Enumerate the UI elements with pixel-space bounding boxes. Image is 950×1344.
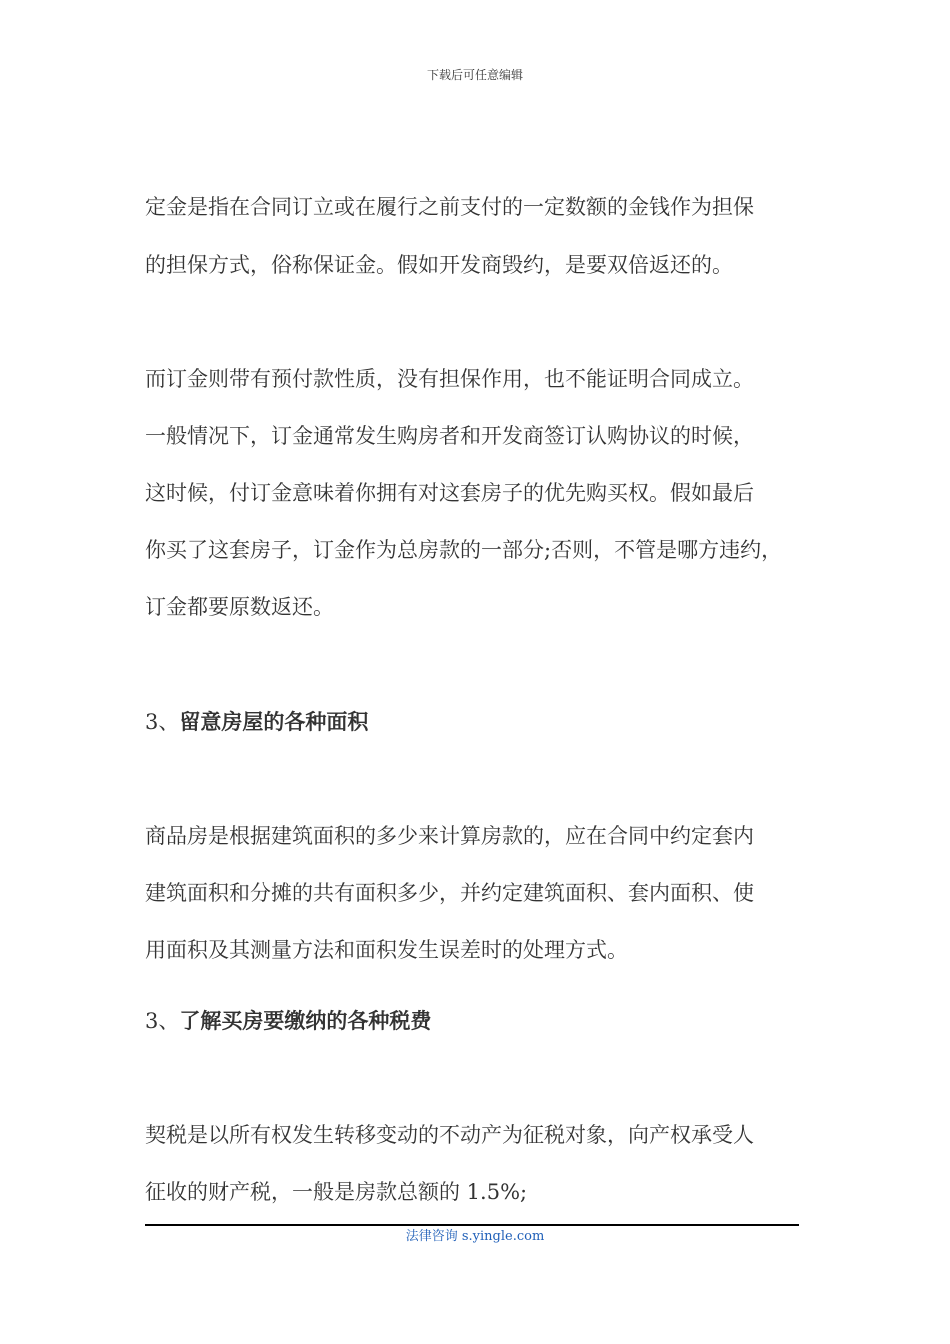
paragraph-1-line-2: 的担保方式，俗称保证金。假如开发商毁约，是要双倍返还的。 [145,253,733,277]
section-heading-title: 了解买房要缴纳的各种税费 [179,1008,432,1033]
section-heading-taxes [145,1007,431,1035]
paragraph-2-line-2: 一般情况下，订金通常发生购房者和开发商签订认购协议的时候， [145,424,754,448]
paragraph-4-line-2: 征收的财产税，一般是房款总额的 1.5%; [145,1180,528,1204]
paragraph-2-line-1: 而订金则带有预付款性质，没有担保作用，也不能证明合同成立。 [145,367,754,391]
section-heading-area [145,708,368,736]
paragraph-2-line-3: 这时候，付订金意味着你拥有对这套房子的优先购买权。假如最后 [145,481,754,505]
page-footer [0,1228,950,1246]
footer-label: 法律咨询 [405,1229,458,1244]
paragraph-3-line-3: 用面积及其测量方法和面积发生误差时的处理方式。 [145,938,628,962]
paragraph-4-line-1: 契税是以所有权发生转移变动的不动产为征税对象，向产权承受人 [145,1123,754,1147]
page-header: 下载后可任意编辑 [426,68,523,82]
paragraph-3-line-2: 建筑面积和分摊的共有面积多少，并约定建筑面积、套内面积、使 [145,881,754,905]
paragraph-2-line-4: 你买了这套房子，订金作为总房款的一部分;否则，不管是哪方违约， [145,538,783,562]
section-heading-title: 留意房屋的各种面积 [179,709,369,734]
paragraph-2-line-5: 订金都要原数返还。 [145,595,334,619]
footer-divider [145,1224,799,1226]
footer-link[interactable]: s.yingle.com [461,1229,545,1244]
paragraph-1-line-1: 定金是指在合同订立或在履行之前支付的一定数额的金钱作为担保 [145,195,754,219]
section-heading-number: 3、 [145,710,180,734]
paragraph-3-line-1: 商品房是根据建筑面积的多少来计算房款的，应在合同中约定套内 [145,824,754,848]
section-heading-number: 3、 [145,1009,180,1033]
